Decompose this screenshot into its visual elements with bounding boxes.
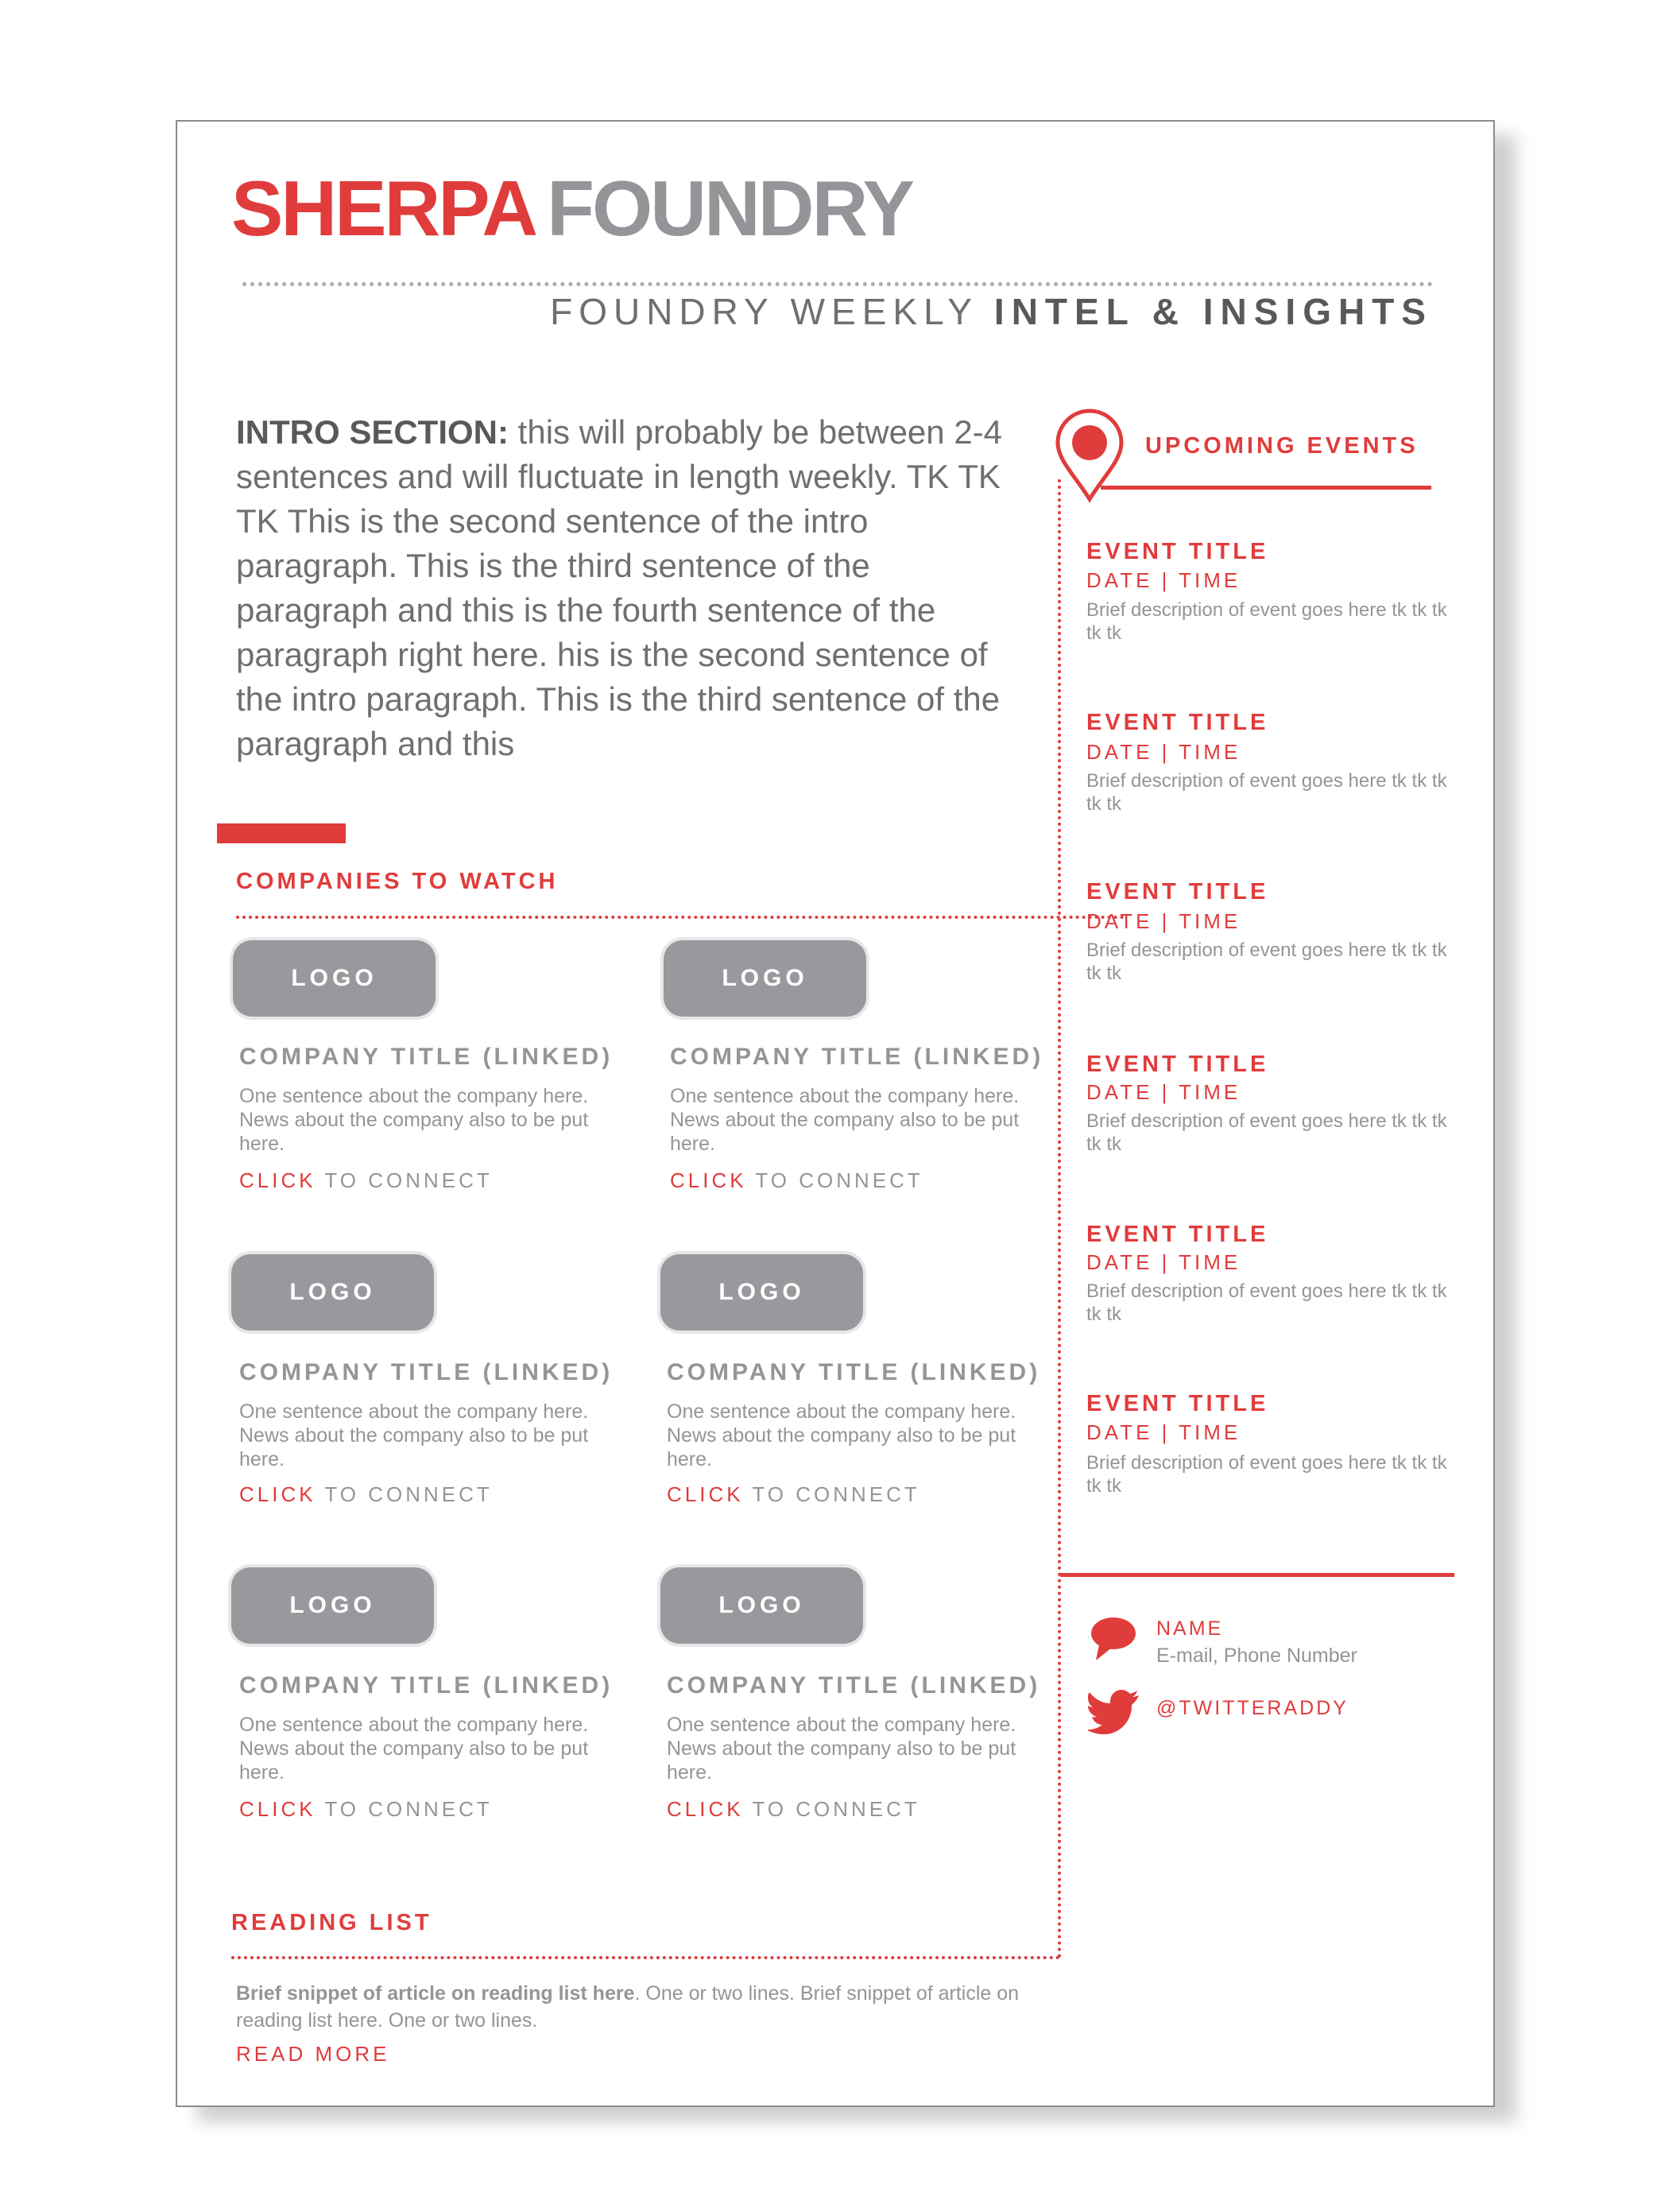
company-connect-link[interactable] bbox=[239, 1797, 493, 1822]
event-date-time: DATE | TIME bbox=[1086, 1080, 1241, 1104]
company-connect-link[interactable] bbox=[239, 1168, 493, 1193]
company-connect-link[interactable] bbox=[667, 1482, 920, 1507]
companies-accent-bar bbox=[217, 823, 346, 843]
column-divider bbox=[1058, 479, 1061, 1959]
read-more-link[interactable]: READ MORE bbox=[236, 2042, 390, 2066]
speech-bubble-icon bbox=[1090, 1616, 1137, 1662]
event-description: Brief description of event goes here tk tk tk tk tk bbox=[1086, 1110, 1447, 1155]
company-title-link[interactable]: COMPANY TITLE (LINKED) bbox=[239, 1359, 614, 1385]
click-word: CLICK bbox=[239, 1168, 316, 1192]
click-word: CLICK bbox=[239, 1797, 316, 1821]
events-heading: UPCOMING EVENTS bbox=[1145, 433, 1419, 459]
event-title[interactable]: EVENT TITLE bbox=[1086, 539, 1269, 564]
company-title-link[interactable]: COMPANY TITLE (LINKED) bbox=[670, 1044, 1044, 1070]
connect-text: TO CONNECT bbox=[316, 1482, 493, 1506]
reading-list-heading: READING LIST bbox=[231, 1910, 432, 1935]
reading-snippet-bold: Brief snippet of article on reading list here bbox=[236, 1982, 635, 2005]
click-word: CLICK bbox=[667, 1797, 744, 1821]
connect-text: TO CONNECT bbox=[746, 1168, 923, 1192]
events-heading-rule bbox=[1101, 486, 1431, 490]
brand-logo[interactable] bbox=[231, 165, 913, 252]
company-title-link[interactable]: COMPANY TITLE (LINKED) bbox=[239, 1672, 614, 1699]
connect-text: TO CONNECT bbox=[316, 1797, 493, 1821]
event-title[interactable]: EVENT TITLE bbox=[1086, 710, 1269, 735]
company-connect-link[interactable] bbox=[667, 1797, 920, 1822]
event-date-time: DATE | TIME bbox=[1086, 1420, 1241, 1444]
company-description: One sentence about the company here. News about the company also to be put here. bbox=[239, 1400, 589, 1470]
event-title[interactable]: EVENT TITLE bbox=[1086, 1222, 1269, 1247]
event-description: Brief description of event goes here tk tk tk tk tk bbox=[1086, 939, 1447, 984]
intro-label: INTRO SECTION: bbox=[236, 413, 509, 451]
click-word: CLICK bbox=[670, 1168, 747, 1192]
contact-name: NAME bbox=[1156, 1617, 1224, 1640]
company-logo[interactable]: LOGO bbox=[231, 1254, 434, 1331]
company-description: One sentence about the company here. News about the company also to be put here. bbox=[239, 1085, 589, 1155]
newsletter-page bbox=[176, 120, 1495, 2107]
click-word: CLICK bbox=[239, 1482, 316, 1506]
twitter-handle[interactable]: @TWITTERADDY bbox=[1156, 1697, 1349, 1719]
event-description: Brief description of event goes here tk tk tk tk tk bbox=[1086, 770, 1447, 815]
event-title[interactable]: EVENT TITLE bbox=[1086, 879, 1269, 905]
company-description: One sentence about the company here. News about the company also to be put here. bbox=[667, 1400, 1016, 1470]
company-logo[interactable]: LOGO bbox=[660, 1254, 863, 1331]
event-date-time: DATE | TIME bbox=[1086, 909, 1241, 933]
company-description: One sentence about the company here. News about the company also to be put here. bbox=[239, 1714, 589, 1784]
contact-info[interactable]: E-mail, Phone Number bbox=[1156, 1644, 1357, 1667]
event-date-time: DATE | TIME bbox=[1086, 568, 1241, 592]
connect-text: TO CONNECT bbox=[316, 1168, 493, 1192]
company-title-link[interactable]: COMPANY TITLE (LINKED) bbox=[239, 1044, 614, 1070]
event-title[interactable]: EVENT TITLE bbox=[1086, 1391, 1269, 1416]
companies-divider bbox=[236, 916, 1125, 919]
connect-text: TO CONNECT bbox=[743, 1797, 920, 1821]
issue-title bbox=[550, 290, 1433, 333]
reading-snippet-rest: . One or two lines. Brief snippet of article on reading list here. One or two lines. bbox=[236, 1982, 1020, 2032]
company-logo[interactable]: LOGO bbox=[233, 940, 436, 1017]
contact-divider bbox=[1060, 1573, 1454, 1577]
intro-paragraph bbox=[236, 410, 1023, 766]
brand-part-sherpa: SHERPA bbox=[231, 165, 536, 252]
event-description: Brief description of event goes here tk tk tk tk tk bbox=[1086, 599, 1447, 644]
reading-snippet bbox=[236, 1980, 1063, 2034]
event-description: Brief description of event goes here tk tk tk tk tk bbox=[1086, 1452, 1447, 1497]
event-date-time: DATE | TIME bbox=[1086, 1250, 1241, 1274]
issue-title-bold: INTEL & INSIGHTS bbox=[993, 291, 1433, 332]
intro-text: this will probably be between 2-4 sentences and will fluctuate in length weekly. TK TK TK This is the second sentence of the intro paragraph. This is the third sentence of the paragraph and this is the fourth sentence of the paragraph right here. his is the second sentence of the intro paragraph. This is the third sentence of the paragraph and this bbox=[236, 413, 1003, 762]
company-title-link[interactable]: COMPANY TITLE (LINKED) bbox=[667, 1672, 1041, 1699]
location-pin-icon bbox=[1053, 408, 1126, 507]
company-description: One sentence about the company here. News about the company also to be put here. bbox=[670, 1085, 1020, 1155]
header-divider bbox=[242, 282, 1433, 286]
company-logo[interactable]: LOGO bbox=[664, 940, 866, 1017]
companies-heading: COMPANIES TO WATCH bbox=[236, 869, 559, 894]
connect-text: TO CONNECT bbox=[743, 1482, 920, 1506]
event-title[interactable]: EVENT TITLE bbox=[1086, 1052, 1269, 1077]
company-connect-link[interactable] bbox=[670, 1168, 923, 1193]
issue-title-light: FOUNDRY WEEKLY bbox=[550, 291, 978, 332]
company-title-link[interactable]: COMPANY TITLE (LINKED) bbox=[667, 1359, 1041, 1385]
click-word: CLICK bbox=[667, 1482, 744, 1506]
company-connect-link[interactable] bbox=[239, 1482, 493, 1507]
company-description: One sentence about the company here. News about the company also to be put here. bbox=[667, 1714, 1016, 1784]
twitter-bird-icon bbox=[1088, 1690, 1140, 1734]
brand-part-foundry: FOUNDRY bbox=[547, 165, 913, 252]
company-logo[interactable]: LOGO bbox=[660, 1567, 863, 1644]
event-description: Brief description of event goes here tk tk tk tk tk bbox=[1086, 1280, 1447, 1325]
company-logo[interactable]: LOGO bbox=[231, 1567, 434, 1644]
event-date-time: DATE | TIME bbox=[1086, 740, 1241, 764]
reading-list-divider bbox=[231, 1956, 1060, 1959]
